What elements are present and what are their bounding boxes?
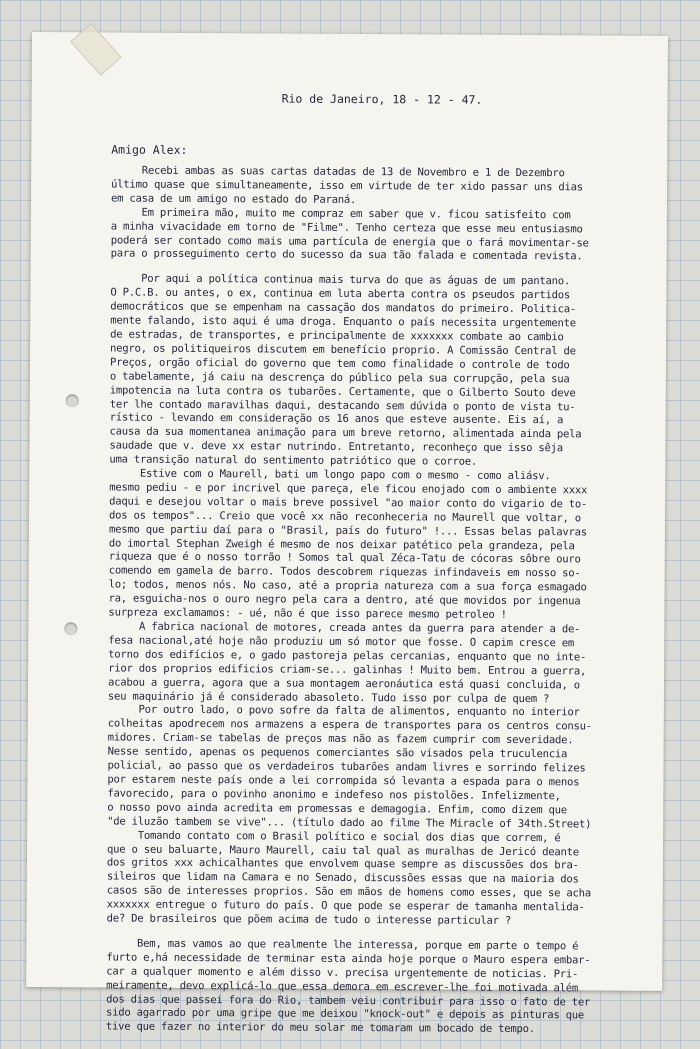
letter-greeting: Amigo Alex: <box>111 142 188 157</box>
punch-hole-top <box>66 394 79 407</box>
letter-sheet <box>26 32 668 1036</box>
punch-hole-bottom <box>64 622 77 635</box>
tape-strip <box>70 23 121 76</box>
paragraph: Por aqui a política continua mais turva do que as águas de um pantano. O P.C.B. ou antes, o ex, continua em luta aberta contra os pseudos partidos democráticos que se empenham na cassação dos mandatos do primeiro. Politica- mente falando, isto aqui é uma droga. Enquanto o país necessita urgentemente de estradas, de transportes, e principalmente de xxxxxxx combate ao cambio negro, os politiqueiros discutem em benefício proprio. A Comissão Central de Preços, orgão oficial do governo que tem como finalidade o controle de todo o tabelamente, já caiu na descrença do público pela sua corrupção, pela sua impotencia na luta contra os tubarões. Certamente, que o Gilberto Souto deve ter lhe contado maravilhas daqui, destacando sem dúvida o ponto de vista tu- rístico - levando em consideração os 16 anos que esteve ausente. Eis aí, a causa da sua momentanea animação para um breve retorno, alimentada ainda pela saudade que v. deve xx estar nutrindo. Entretanto, reconheço que isso sêja uma transição natural do sentimento patriótico que o corroe. Estive com o Maurell, bati um longo papo com o mesmo - como aliásv. mesmo pediu - e por incrivel que pareça, ele ficou enojado com o ambiente xxxx daqui e desejou voltar o mais breve possivel "ao maior conto do vigario de to- dos os tempos"... Creio que você xx não reconheceria no Maurell que voltar, o mesmo que partiu daí para o "Brasil, país do futuro" !... Essas belas palavras do imortal Stephan Zweigh é mesmo de nos deixar patético pela grandeza, pela riqueza que é o nosso torrão ! Somos tal qual Zéca-Tatu de cócoras sôbre ouro comendo em gamela de barro. Todos descobrem riquezas infindaveis em nosso so- lo; todos, menos nós. No caso, até a propria natureza com a sua força esmagado ra, esguicha-nos o ouro negro pela cara a dentro, até que movidos por ingenua surpreza exclamamos: - ué, não é que isso parece mesmo petroleo ! A fabrica nacional de motores, creada antes da guerra para atender a de- fesa nacional,até hoje não produziu um só motor que fosse. O capim cresce em torno dos edifícios e, o gado pastoreja pelas cercanias, enquanto que no inte- rior dos proprios edificios criam-se... galinhas ! Muito bem. Entrou a guerra, acabou a guerra, agora que a sua montagem aeronáutica está quasi concluida, o seu maquinário já é considerado abasoleto. Tudo isso por culpa de quem ? Por outro lado, o povo sofre da falta de alimentos, enquanto no interior colheitas apodrecem nos armazens a espera de transportes para os centros consu- midores. Criam-se tabelas de preços mas não as fazem cumprir com severidade. Nesse sentido, apenas os pequenos comerciantes são visados pela truculencia policial, ao passo que os verdadeiros tubarões andam livres e sorrindo felizes por estarem neste país onde a lei corrompida só levanta a espada para o menos favorecido, para o povinho anonimo e indefeso nos pistolões. Infelizmente, o nosso povo ainda acredita em promessas e demagogia. Enfim, como dizem que "de iluzão tambem se vive"... (título dado ao filme The Miracle of 34th.Street) Tomando contato com o Brasil político e social dos dias que correm, é que o seu baluarte, Mauro Maurell, caiu tal qual as muralhas de Jericó deante dos gritos xxx achicalhantes que envolvem quase sempre as discussões dos bra- sileiros que lidam na Camara e no Senado, discussões essas que na maioria dos casos são de interesses proprios. São em mãos de homens como esses, que se acha xxxxxxx entregue o futuro do país. O que pode se esperar de tamanha mentalida- de? De brasileiros que põem acima de tudo o interesse particular ? <box>106 272 592 927</box>
letter-body <box>106 164 700 1049</box>
letter-date: Rio de Janeiro, 18 - 12 - 47. <box>281 91 483 107</box>
paragraph: Recebi ambas as suas cartas datadas de 13 de Novembro e 1 de Dezembro último quase que simultaneamente, isso em virtude de ter xido passar uns dias em casa de um amigo no estado do Paraná. Em primeira mão, muito me compraz em saber que v. ficou satisfeito com a minha vivacidade em torno de "Filme". Tenho certeza que esse meu entusiasmo poderá ser contado como mais uma partícula de energia que o fará movimentar-se para o prosseguimento certo do sucesso da sua tão falada e comentada revista. <box>110 164 589 263</box>
paragraph: Bem, mas vamos ao que realmente lhe interessa, porque em parte o tempo é furto e,há necessidade de terminar esta ainda hoje porque o Mauro espera embar- car a qualquer momento e além disso v. precisa urgentemente de noticias. Pri- meiramente, devo explicá-lo que essa demora em escrever-lhe foi motivada além dos dias que passei fora do Rio, tambem veiu contribuir para isso o fato de ter sido agarrado por uma gripe que me deixou "knock-out" e depois as pinturas que tive que fazer no interior do meu solar me tomaram um bocado de tempo. <box>105 937 591 1036</box>
